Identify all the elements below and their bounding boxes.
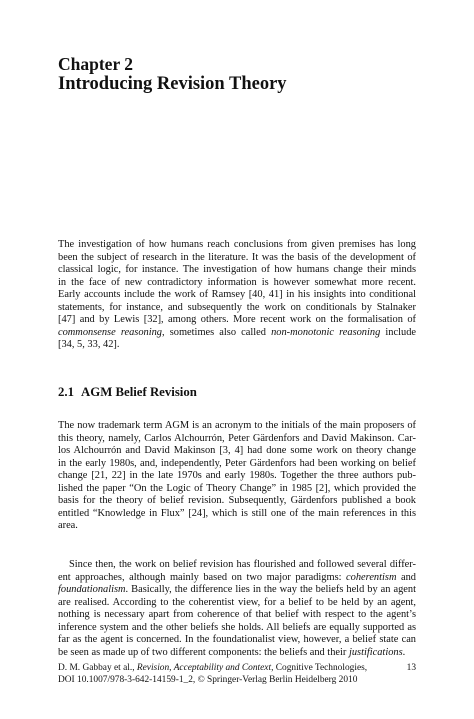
text-line: Since then, the work on belief revision has flourished and followed several differ- — [69, 559, 416, 570]
text-line: be seen as made up of two different components: the beliefs and their justifications. — [58, 646, 406, 658]
text-line: far as the agent is concerned. In the foundationalist view, however, a belief state can — [58, 634, 416, 646]
text-line: classical logic, for instance. The investigation of how humans change their minds — [58, 264, 416, 276]
intro-paragraph — [58, 239, 416, 352]
chapter-title: Introducing Revision Theory — [58, 74, 287, 94]
emphasis-term: foundationalism — [58, 584, 126, 596]
text-line: entitled “Knowledge in Flux” [24], which is still one of the main references in this — [58, 507, 416, 519]
text-line: commonsense reasoning, sometimes also called non-monotonic reasoning include — [58, 326, 416, 338]
emphasis-term: justifications — [348, 646, 403, 658]
emphasis-term: coherentism — [346, 571, 397, 583]
text-line: [47] and by Lewis [32], among others. More recent work on the formalisation of — [58, 314, 416, 326]
text-line: in the early 1980s, and, independently, Peter Gärdenfors had been working on belief — [58, 457, 416, 469]
text-line: inference system and the other beliefs she holds. All beliefs are equally supported as — [58, 621, 416, 633]
agm-paragraph — [58, 420, 416, 533]
text-line: this theory, namely, Carlos Alchourrón, Peter Gärdenfors and David Makinson. Car- — [58, 432, 416, 444]
doi-line: DOI 10.1007/978-3-642-14159-1_2, © Springer-Verlag Berlin Heidelberg 2010 — [58, 674, 358, 685]
text-line: foundationalism. Basically, the difference lies in the way the beliefs held by an agent — [58, 584, 416, 596]
text-line: been the subject of research in the literature. It was the basis of the development of — [58, 251, 416, 263]
text-line: basis for the theory of belief revision. Subsequently, Gärdenfors published a book — [58, 495, 416, 507]
text-line: Early accounts include the work of Ramsey [40, 41] in his insights into conditional — [58, 289, 416, 301]
section-number: 2.1 — [58, 385, 74, 399]
page-number: 13 — [406, 663, 416, 673]
text-line: ent approaches, although mainly based on two major paradigms: coherentism and — [58, 571, 416, 583]
section-title: AGM Belief Revision — [81, 385, 197, 399]
page-footer — [58, 663, 416, 686]
text-line: area. — [58, 520, 78, 532]
text-line: lished the paper “On the Logic of Theory Change” in 1985 [2], which provided the — [58, 482, 416, 494]
text-line: los Alchourrón and David Makinson [3, 4] had done some work on theory change — [58, 445, 416, 457]
paradigms-paragraph — [58, 559, 416, 659]
emphasis-term: non-monotonic reasoning — [271, 326, 381, 338]
emphasis-term: commonsense reasoning — [58, 326, 163, 338]
citation-line: D. M. Gabbay et al., Revision, Acceptability and Context, Cognitive Technologies, — [58, 663, 368, 673]
chapter-number: Chapter 2 — [58, 54, 134, 74]
text-line: [34, 5, 33, 42]. — [58, 339, 120, 351]
text-line: are realised. According to the coherentist view, for a belief to be held by an agent, — [58, 596, 416, 608]
text-line: The now trademark term AGM is an acronym to the initials of the main proposers of — [58, 420, 416, 431]
section-heading — [58, 385, 197, 400]
text-line: in the face of new contradictory information is however somewhat more recent. — [58, 276, 416, 288]
text-line: nothing is necessary apart from coherence of that belief with respect to the agent’s — [58, 609, 416, 621]
text-line: change [21, 22] in the late 1970s and early 1980s. Together the three authors pub- — [58, 470, 416, 482]
text-line: The investigation of how humans reach conclusions from given premises has long — [58, 239, 416, 250]
text-line: statements, for instance, and subsequently the work on conditionals by Stalnaker — [58, 301, 416, 313]
